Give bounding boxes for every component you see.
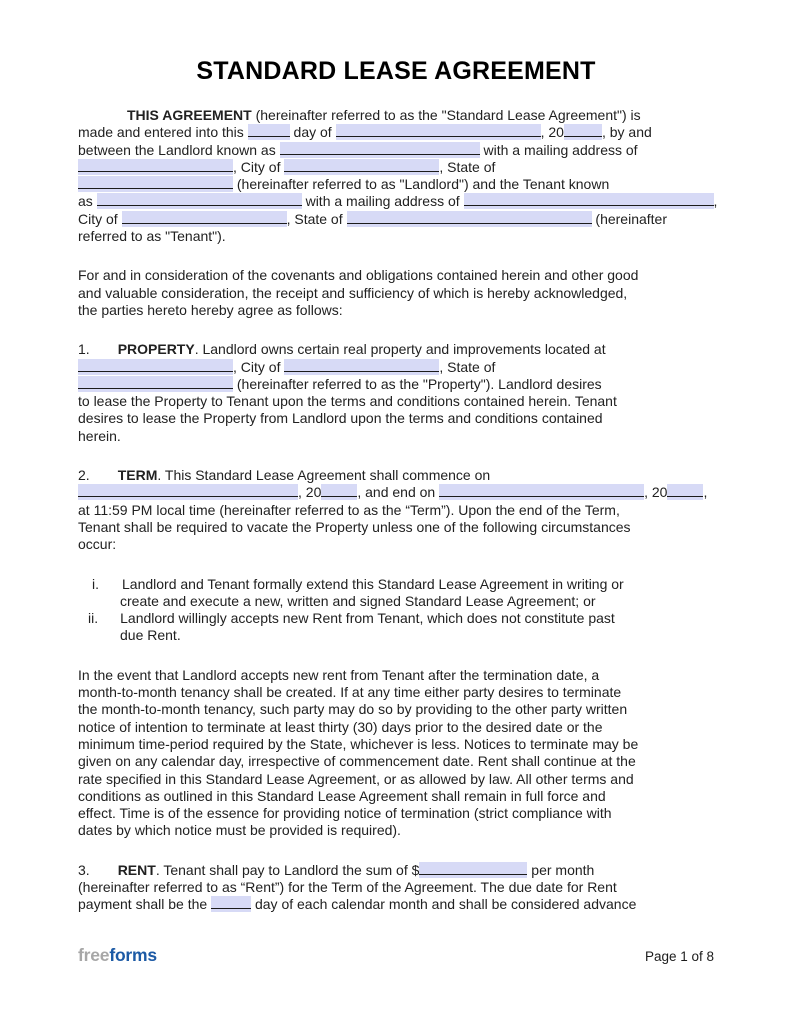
text-run: to lease the Property to Tenant upon the terms and conditions contained herein. Tenant [78, 393, 617, 410]
text-run: the parties hereto hereby agree as follows: [78, 301, 343, 318]
form-field-blank[interactable] [464, 193, 714, 209]
text-run: . Landlord owns certain real property and improvements located at [194, 341, 606, 358]
text-run: and valuable consideration, the receipt and sufficiency of which is hereby acknowledged, [78, 284, 628, 301]
section-3-rent [78, 862, 714, 914]
section-2-term [78, 467, 714, 553]
form-field-blank[interactable] [347, 211, 592, 227]
text-line [78, 701, 714, 718]
text-run: , 20 [298, 484, 322, 501]
text-line [78, 519, 714, 536]
text-run: with a mailing address of [479, 141, 638, 158]
text-run: , State of [286, 210, 347, 227]
text-run: at 11:59 PM local time (hereinafter referred to as the “Term”). Upon the end of the Term, [78, 501, 620, 518]
text-run: , by and [601, 124, 652, 141]
document-body [78, 107, 718, 914]
text-run: i. [92, 575, 99, 592]
text-run: desires to lease the Property from Landlord upon the terms and conditions contained [78, 410, 603, 427]
text-line [78, 428, 714, 445]
tab-spacer [78, 588, 92, 589]
text-run: the month-to-month tenancy, such party may do so by providing to the other party written [78, 701, 628, 718]
text-run: herein. [78, 427, 121, 444]
text-line [78, 896, 714, 913]
text-line [78, 879, 714, 896]
form-field-blank[interactable] [280, 142, 480, 158]
text-line [78, 159, 714, 176]
text-line [78, 302, 714, 319]
text-run: City of [78, 210, 122, 227]
text-run: referred to as "Tenant"). [78, 228, 226, 245]
text-line [78, 359, 714, 376]
text-line [78, 484, 714, 501]
form-field-blank[interactable] [78, 159, 233, 175]
text-line [78, 228, 714, 245]
tab-spacer [78, 605, 120, 606]
text-run: , [713, 193, 718, 210]
text-line [78, 610, 714, 627]
form-field-blank[interactable] [564, 124, 602, 140]
bold-text-run: RENT [117, 861, 156, 878]
text-run: , City of [233, 358, 285, 375]
text-line [78, 410, 714, 427]
text-run: 2. [78, 467, 90, 484]
text-line [78, 719, 714, 736]
text-run: create and execute a new, written and signed Standard Lease Agreement; or [120, 592, 596, 609]
text-line [78, 176, 714, 193]
text-line [78, 124, 714, 141]
form-field-blank[interactable] [211, 896, 251, 912]
text-run: ii. [88, 610, 99, 627]
form-field-blank[interactable] [122, 211, 287, 227]
text-line [78, 107, 714, 124]
text-line [78, 341, 714, 358]
form-field-blank[interactable] [97, 193, 302, 209]
text-run: (hereinafter [591, 210, 667, 227]
text-run: per month [527, 861, 595, 878]
text-run: (hereinafter referred to as the "Standard Lease Agreement") is [251, 107, 641, 123]
text-run: 3. [78, 861, 90, 878]
text-run: 1. [78, 341, 90, 358]
bold-text-run: PROPERTY [117, 341, 195, 358]
text-run: (hereinafter referred to as the "Property"). Landlord desires [233, 375, 602, 392]
text-run: , State of [439, 358, 496, 375]
text-run: (hereinafter referred to as "Landlord") and the Tenant known [233, 176, 610, 193]
page-footer [78, 944, 714, 965]
text-line [78, 627, 714, 644]
text-run: Tenant shall be required to vacate the Property unless one of the following circumstances [78, 518, 631, 535]
tab-spacer [90, 874, 118, 875]
text-run: , City of [233, 158, 285, 175]
section-1-property [78, 341, 714, 445]
text-run: , 20 [540, 124, 564, 141]
text-run: In the event that Landlord accepts new rent from Tenant after the termination date, a [78, 666, 600, 683]
form-field-blank[interactable] [78, 376, 233, 392]
text-line [78, 684, 714, 701]
text-line [78, 576, 714, 593]
tab-spacer [99, 588, 122, 589]
logo-text-forms: forms [109, 944, 157, 965]
text-line [78, 536, 714, 553]
text-line [78, 822, 714, 839]
holdover-paragraph [78, 667, 714, 840]
text-line [78, 285, 714, 302]
tab-spacer [90, 479, 118, 480]
text-line [78, 805, 714, 822]
text-run: Landlord willingly accepts new Rent from Tenant, which does not constitute past [120, 610, 615, 627]
text-run: , and end on [357, 484, 440, 501]
text-run: day of each calendar month and shall be considered advance [251, 896, 637, 913]
text-run: occur: [78, 536, 117, 553]
intro-paragraph [78, 107, 718, 245]
text-line [78, 593, 714, 610]
text-run: rate specified in this Standard Lease Agreement, or as allowed by law. All other terms and [78, 770, 634, 787]
text-run: Landlord and Tenant formally extend this Standard Lease Agreement in writing or [122, 575, 624, 592]
page-number: Page 1 of 8 [644, 948, 714, 964]
tab-spacer [90, 353, 118, 354]
text-run: between the Landlord known as [78, 141, 280, 158]
form-field-blank[interactable] [284, 359, 439, 375]
form-field-blank[interactable] [284, 159, 439, 175]
form-field-blank[interactable] [78, 359, 233, 375]
form-field-blank[interactable] [336, 124, 541, 140]
logo-text-free: free [78, 944, 110, 965]
tab-spacer [98, 622, 120, 623]
text-line [78, 502, 714, 519]
text-run: . Tenant shall pay to Landlord the sum of $ [155, 861, 420, 878]
text-run: notice of intention to terminate at least thirty (30) days prior to the desired date or the [78, 718, 603, 735]
text-line [78, 376, 714, 393]
text-line [78, 771, 714, 788]
text-run: given on any calendar day, irrespective of commencement date. Rent shall continue at the [78, 753, 636, 770]
text-line [78, 862, 714, 879]
text-run: made and entered into this [78, 124, 248, 141]
form-field-blank[interactable] [321, 484, 357, 500]
text-run: day of [289, 124, 336, 141]
text-line [78, 267, 714, 284]
text-line [78, 467, 714, 484]
form-field-blank[interactable] [78, 484, 298, 500]
text-run: due Rent. [120, 627, 181, 644]
text-run: month-to-month tenancy shall be created. If at any time either party desires to terminate [78, 684, 622, 701]
tab-spacer [78, 639, 120, 640]
text-run: dates by which notice must be provided is required). [78, 822, 401, 839]
text-line [78, 142, 714, 159]
text-run: , 20 [644, 484, 668, 501]
tab-spacer [78, 622, 88, 623]
term-extension-list [78, 576, 714, 645]
form-field-blank[interactable] [419, 862, 527, 878]
text-run: . This Standard Lease Agreement shall commence on [157, 467, 491, 484]
text-run: (hereinafter referred to as “Rent”) for the Term of the Agreement. The due date for Rent [78, 878, 617, 895]
text-line [78, 211, 714, 228]
text-run: , State of [439, 158, 496, 175]
form-field-blank[interactable] [667, 484, 703, 500]
text-run: payment shall be the [78, 896, 212, 913]
text-line [78, 736, 714, 753]
form-field-blank[interactable] [78, 176, 233, 192]
text-line [78, 193, 718, 210]
form-field-blank[interactable] [439, 484, 644, 500]
text-run: For and in consideration of the covenants and obligations contained herein and other good [78, 267, 639, 284]
page-title: STANDARD LEASE AGREEMENT [196, 57, 596, 85]
bold-text-run: THIS AGREEMENT [127, 107, 252, 123]
text-run: conditions as outlined in this Standard Lease Agreement shall remain in full force and [78, 787, 606, 804]
text-run: minimum time-period required by the State, whichever is less. Notices to terminate may be [78, 735, 639, 752]
text-run: with a mailing address of [301, 193, 464, 210]
consideration-paragraph [78, 267, 714, 319]
bold-text-run: TERM [117, 467, 158, 484]
freeforms-logo [78, 944, 157, 965]
text-run: as [78, 193, 97, 210]
text-line [78, 788, 714, 805]
form-field-blank[interactable] [248, 124, 290, 140]
text-line [78, 667, 714, 684]
text-run: , [703, 484, 708, 501]
tab-spacer [78, 119, 127, 120]
text-line [78, 393, 714, 410]
text-run: effect. Time is of the essence for providing notice of termination (strict compliance with [78, 805, 612, 822]
text-line [78, 753, 714, 770]
